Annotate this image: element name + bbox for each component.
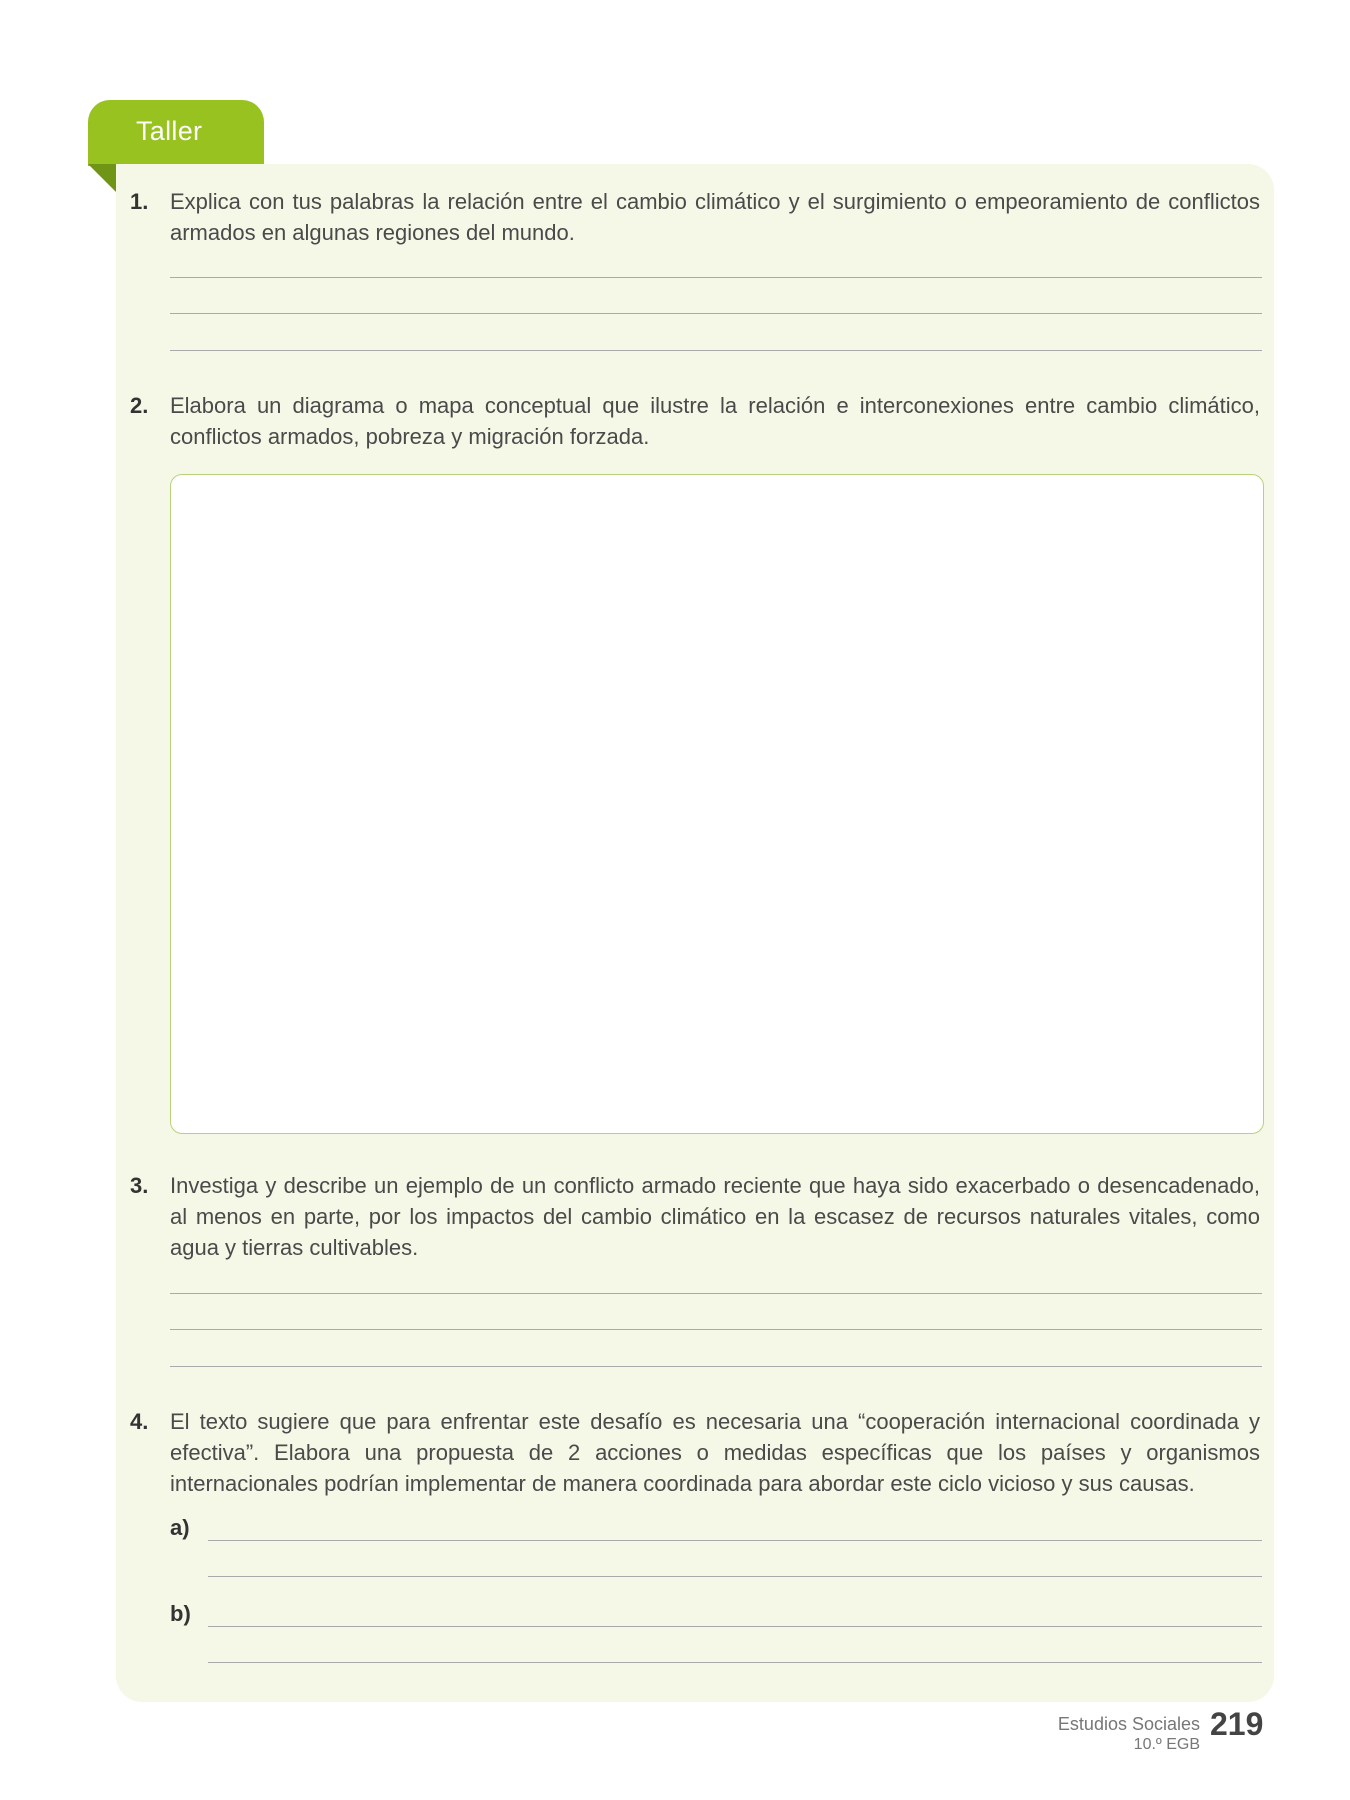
answer-line[interactable] bbox=[170, 1329, 1262, 1330]
footer-subject: Estudios Sociales bbox=[1057, 1714, 1200, 1734]
question-2-number: 2. bbox=[130, 393, 149, 418]
answer-line[interactable] bbox=[208, 1540, 1262, 1541]
question-4-text: El texto sugiere que para enfrentar este desafío es necesaria una “cooperación internacional coordinada y efectiva”. Elabora una propuesta de 2 acciones o medidas específicas que los países y organismos internacionales podrían implementar de manera coordinada para abordar este ciclo vicioso y sus causas. bbox=[170, 1409, 1260, 1496]
question-1-number: 1. bbox=[130, 189, 149, 214]
question-2-text: Elabora un diagrama o mapa conceptual que ilustre la relación e interconexiones entre cambio climático, conflictos armados, pobreza y migración forzada. bbox=[170, 393, 1260, 449]
tab-fold-decoration bbox=[88, 164, 116, 192]
sub-item-b-label: b) bbox=[170, 1601, 191, 1626]
answer-line[interactable] bbox=[170, 1366, 1262, 1367]
question-3-text: Investiga y describe un ejemplo de un conflicto armado reciente que haya sido exacerbado o desencadenado, al menos en parte, por los impactos del cambio climático en la escasez de recursos naturales vitales, como agua y tierras cultivables. bbox=[170, 1173, 1260, 1260]
answer-line[interactable] bbox=[170, 277, 1262, 278]
answer-line[interactable] bbox=[208, 1662, 1262, 1663]
page-number: 219 bbox=[1210, 1706, 1264, 1742]
answer-line[interactable] bbox=[170, 1293, 1262, 1294]
question-3-number: 3. bbox=[130, 1173, 149, 1198]
taller-tab bbox=[88, 100, 264, 166]
diagram-answer-box[interactable] bbox=[170, 474, 1264, 1134]
footer-grade: 10.º EGB bbox=[1133, 1736, 1200, 1753]
taller-label: Taller bbox=[136, 116, 203, 146]
answer-line[interactable] bbox=[208, 1626, 1262, 1627]
sub-item-a-label: a) bbox=[170, 1515, 190, 1540]
question-4-number: 4. bbox=[130, 1409, 149, 1434]
answer-line[interactable] bbox=[170, 350, 1262, 351]
question-1-text: Explica con tus palabras la relación entre el cambio climático y el surgimiento o empeoramiento de conflictos armados en algunas regiones del mundo. bbox=[170, 189, 1260, 245]
answer-line[interactable] bbox=[170, 313, 1262, 314]
answer-line[interactable] bbox=[208, 1576, 1262, 1577]
